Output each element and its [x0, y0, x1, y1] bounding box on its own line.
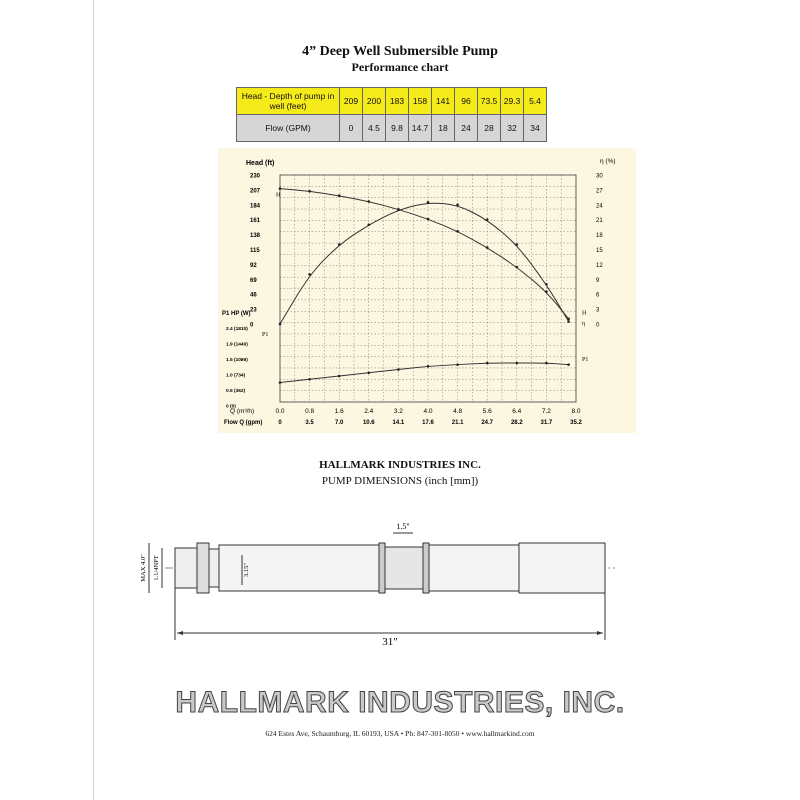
- page-margin-rule: [93, 0, 94, 800]
- flow-cell: 32: [501, 115, 524, 142]
- outlet-fitting: [175, 548, 197, 588]
- document-title: 4” Deep Well Submersible Pump: [302, 44, 498, 59]
- series-point-head: [279, 187, 282, 190]
- power-tick-label: 2.4 (1810): [226, 327, 248, 332]
- intake-band: [423, 543, 429, 593]
- head-cell: 29.3: [501, 88, 524, 115]
- flow-cell: 18: [432, 115, 455, 142]
- head-cell: 5.4: [524, 88, 547, 115]
- head-tick-label: 23: [250, 307, 257, 314]
- flow-cell: 0: [340, 115, 363, 142]
- head-axis-label: Head (ft): [246, 160, 275, 167]
- series-point-head: [456, 230, 459, 233]
- flow-cell: 14.7: [409, 115, 432, 142]
- flow-cell: 28: [478, 115, 501, 142]
- eff-tick-label: 30: [596, 173, 603, 180]
- head-cell: 73.5: [478, 88, 501, 115]
- eff-tick-label: 24: [596, 203, 603, 210]
- eff-tick-label: 15: [596, 248, 603, 254]
- eff-tick-label: 27: [596, 188, 603, 195]
- curve-marker-power-end: P1: [582, 357, 589, 363]
- series-point-eff: [427, 201, 430, 204]
- head-tick-label: 69: [250, 277, 257, 284]
- series-point-eff: [567, 320, 570, 323]
- series-point-power: [308, 378, 311, 381]
- outlet-nut: [197, 543, 209, 593]
- q-tick-label: 0.0: [275, 408, 285, 415]
- series-point-head: [545, 290, 548, 293]
- head-tick-label: 92: [250, 262, 257, 269]
- eff-tick-label: 18: [596, 233, 603, 240]
- brand-logo-text: HALLMARK INDUSTRIES, INC.: [175, 686, 625, 719]
- head-tick-label: 230: [250, 173, 261, 180]
- series-point-eff: [486, 218, 489, 221]
- flow-tick-label: 7.0: [335, 420, 344, 426]
- flow-cell: 24: [455, 115, 478, 142]
- flow-tick-label: 3.5: [305, 420, 314, 426]
- flow-tick-label: 24.7: [481, 420, 494, 426]
- series-point-power: [338, 375, 341, 378]
- series-point-power: [279, 381, 282, 384]
- series-point-power: [397, 368, 400, 371]
- eff-axis-label: η (%): [600, 158, 616, 165]
- thread-label: 1.1/4NPT: [153, 555, 160, 581]
- series-point-head: [338, 194, 341, 197]
- flow-tick-label: 0: [278, 420, 282, 426]
- intake-screen: [385, 547, 423, 589]
- eff-tick-label: 6: [596, 292, 600, 299]
- q-tick-label: 7.2: [541, 408, 551, 415]
- inner-label: 3.15": [243, 562, 250, 578]
- head-tick-label: 207: [250, 188, 261, 195]
- curve-marker-head-end: H: [582, 310, 587, 317]
- q-tick-label: 8.0: [571, 408, 581, 415]
- outlet-label: 1.5": [396, 522, 410, 531]
- flow-tick-label: 10.6: [362, 420, 375, 426]
- head-row: [237, 88, 547, 115]
- head-tick-label: 115: [250, 248, 260, 254]
- eff-tick-label: 21: [596, 218, 603, 225]
- flow-tick-label: 21.1: [451, 420, 464, 426]
- q-tick-label: 1.6: [334, 408, 344, 415]
- series-point-head: [486, 246, 489, 249]
- head-tick-label: 138: [250, 233, 261, 240]
- flow-tick-label: 35.2: [570, 420, 582, 426]
- length-label: 31": [382, 636, 398, 648]
- flow-cell: 9.8: [386, 115, 409, 142]
- series-line-head: [280, 189, 569, 319]
- series-point-power: [456, 363, 459, 366]
- head-cell: 96: [455, 88, 478, 115]
- dimensions-heading: PUMP DIMENSIONS (inch [mm]): [321, 475, 479, 487]
- flow-row: [237, 115, 547, 142]
- pump-dimension-drawing: [135, 505, 625, 655]
- q-tick-label: 0.8: [305, 408, 315, 415]
- power-axis-label: P1 HP (W): [222, 311, 251, 317]
- performance-chart: [218, 148, 636, 433]
- power-tick-label: 1.9 (1440): [226, 342, 248, 348]
- series-point-eff: [338, 243, 341, 246]
- flow-tick-label: 17.6: [422, 420, 434, 426]
- head-cell: 141: [432, 88, 455, 115]
- pump-band: [379, 543, 385, 593]
- arrow-right: [597, 631, 603, 635]
- motor-body: [429, 545, 519, 591]
- series-line-eff: [280, 203, 569, 324]
- flow-label-cell: Flow (GPM): [237, 115, 340, 142]
- eff-tick-label: 9: [596, 277, 600, 284]
- series-point-head: [516, 266, 519, 269]
- series-point-power: [486, 362, 489, 365]
- q-tick-label: 4.0: [423, 408, 433, 415]
- eff-tick-label: 3: [596, 307, 600, 314]
- series-point-head: [427, 218, 430, 221]
- head-tick-label: 46: [250, 292, 257, 299]
- eff-tick-label: 0: [596, 322, 600, 329]
- head-cell: 158: [409, 88, 432, 115]
- q-tick-label: 5.6: [482, 408, 492, 415]
- series-point-head: [308, 190, 311, 193]
- series-point-power: [567, 363, 570, 366]
- motor-lower: [519, 543, 605, 593]
- series-point-eff: [279, 323, 282, 326]
- curve-marker-head: H: [276, 192, 281, 199]
- dimensions-company: HALLMARK INDUSTRIES INC.: [319, 459, 481, 471]
- flow-cell: 34: [524, 115, 547, 142]
- q-tick-label: 2.4: [364, 408, 374, 415]
- head-cell: 209: [340, 88, 363, 115]
- power-tick-label: 0 (0): [226, 404, 236, 410]
- head-cell: 183: [386, 88, 409, 115]
- document-subtitle: Performance chart: [351, 60, 449, 74]
- series-point-power: [427, 365, 430, 368]
- series-point-eff: [308, 273, 311, 276]
- head-tick-label: 161: [250, 218, 261, 225]
- series-point-power: [545, 362, 548, 365]
- q-axis-label: Q (m³/h): [230, 408, 255, 415]
- q-tick-label: 4.8: [453, 408, 463, 415]
- series-point-head: [368, 200, 371, 203]
- flow-tick-label: 31.7: [540, 420, 553, 426]
- flow-axis-label: Flow Q (gpm): [224, 420, 263, 426]
- series-line-power: [280, 363, 569, 383]
- series-point-eff: [397, 208, 400, 211]
- head-tick-label: 0: [250, 322, 254, 329]
- series-point-eff: [368, 223, 371, 226]
- curve-marker-eff: η: [582, 321, 586, 328]
- series-point-eff: [545, 283, 548, 286]
- flow-tick-label: 28.2: [510, 420, 523, 426]
- eff-tick-label: 12: [596, 262, 603, 269]
- head-cell: 200: [363, 88, 386, 115]
- flow-tick-label: 14.1: [392, 420, 405, 426]
- q-tick-label: 3.2: [393, 408, 403, 415]
- power-tick-label: 0.5 (362): [226, 389, 246, 394]
- head-label-cell: Head - Depth of pump in well (feet): [237, 88, 340, 115]
- performance-table: [236, 87, 547, 142]
- head-tick-label: 184: [250, 203, 261, 210]
- q-tick-label: 6.4: [512, 408, 522, 415]
- arrow-left: [177, 631, 183, 635]
- series-point-power: [368, 371, 371, 374]
- power-tick-label: 1.5 (1086): [226, 358, 248, 363]
- series-point-eff: [516, 243, 519, 246]
- max-dia-label: MAX 4.0": [140, 554, 147, 582]
- flow-cell: 4.5: [363, 115, 386, 142]
- check-valve: [209, 549, 219, 587]
- series-point-eff: [456, 204, 459, 207]
- curve-marker-power: P1: [262, 332, 269, 338]
- company-address: 624 Estes Ave, Schaumburg, IL 60193, USA • Ph: 847-301-8050 • www.hallmarkind.com: [265, 729, 535, 738]
- power-tick-label: 1.0 (734): [226, 373, 246, 379]
- series-point-power: [516, 362, 519, 365]
